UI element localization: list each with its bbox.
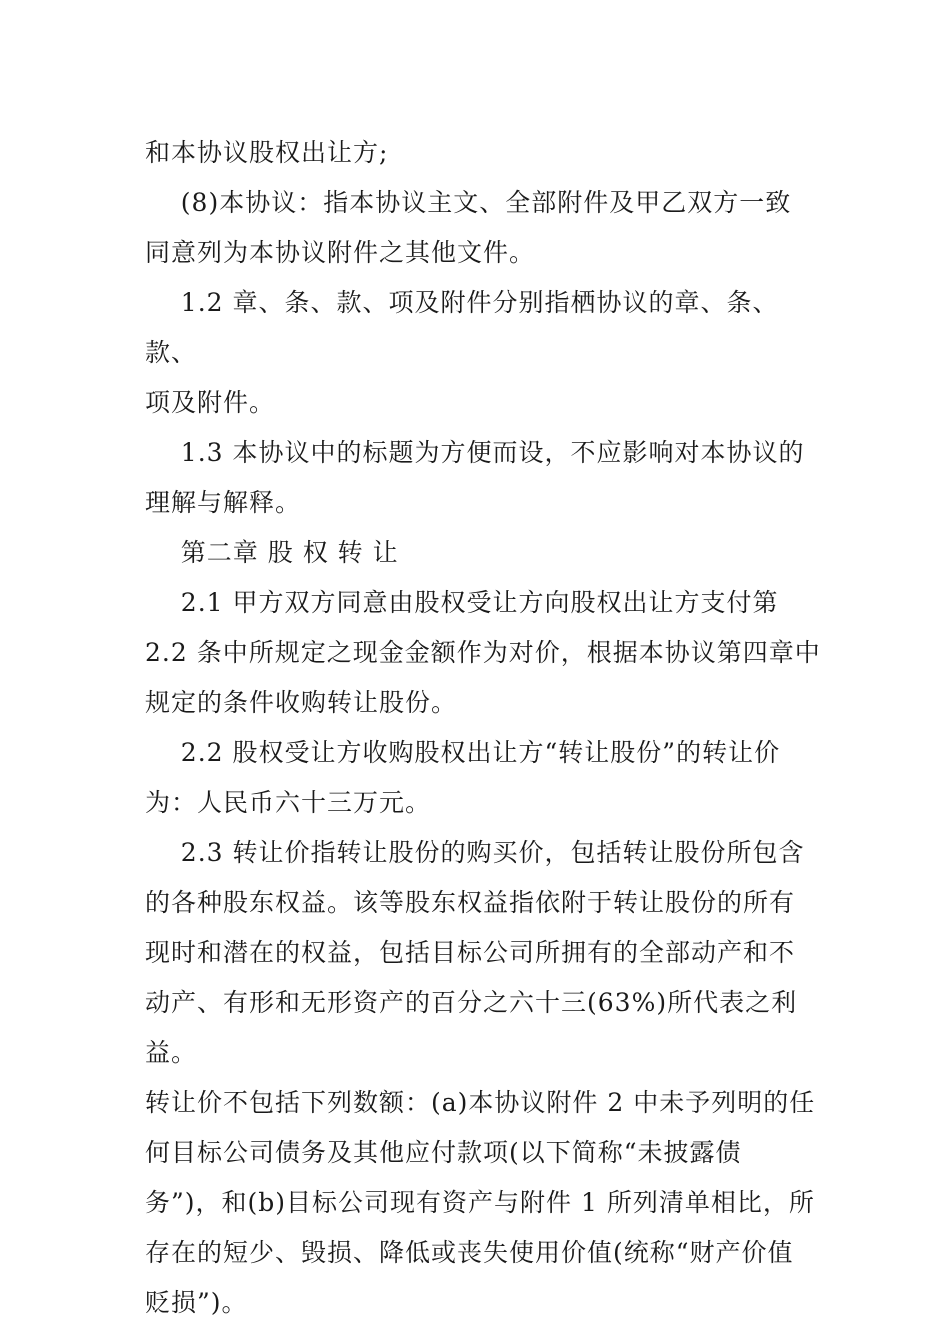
text-line: 2.1 甲方双方同意由股权受让方向股权出让方支付第: [145, 588, 779, 617]
text-line: 现时和潜在的权益，包括目标公司所拥有的全部动产和不: [145, 938, 796, 967]
chapter-heading: 第二章 股 权 转 让: [145, 538, 399, 567]
text-line: 的各种股东权益。该等股东权益指依附于转让股份的所有: [145, 888, 796, 917]
text-line: 1.3 本协议中的标题为方便而设，不应影响对本协议的: [145, 438, 805, 467]
text-line: 2.2 条中所规定之现金金额作为对价，根据本协议第四章中: [145, 638, 821, 667]
text-line: (8)本协议：指本协议主文、全部附件及甲乙双方一致: [145, 188, 792, 217]
text-line: 1.2 章、条、款、项及附件分别指栖协议的章、条、款、: [145, 288, 779, 367]
text-line: 存在的短少、毁损、降低或丧失使用价值(统称“财产价值: [145, 1238, 794, 1267]
text-line: 转让价不包括下列数额：(a)本协议附件 2 中未予列明的任: [145, 1088, 816, 1117]
text-line: 和本协议股权出让方;: [145, 138, 389, 167]
text-line: 项及附件。: [145, 388, 276, 417]
text-line: 务”)，和(b)目标公司现有资产与附件 1 所列清单相比，所: [145, 1188, 815, 1217]
text-line: 贬损”)。: [145, 1288, 248, 1317]
text-line: 2.2 股权受让方收购股权出让方“转让股份”的转让价: [145, 738, 781, 767]
text-line: 动产、有形和无形资产的百分之六十三(63%)所代表之利益。: [145, 988, 798, 1067]
text-line: 2.3 转让价指转让股份的购买价，包括转让股份所包含: [145, 838, 805, 867]
text-line: 同意列为本协议附件之其他文件。: [145, 238, 536, 267]
document-body: [145, 128, 825, 1328]
text-line: 何目标公司债务及其他应付款项(以下简称“未披露债: [145, 1138, 742, 1167]
text-line: 理解与解释。: [145, 488, 302, 517]
text-line: 规定的条件收购转让股份。: [145, 688, 458, 717]
text-line: 为：人民币六十三万元。: [145, 788, 432, 817]
